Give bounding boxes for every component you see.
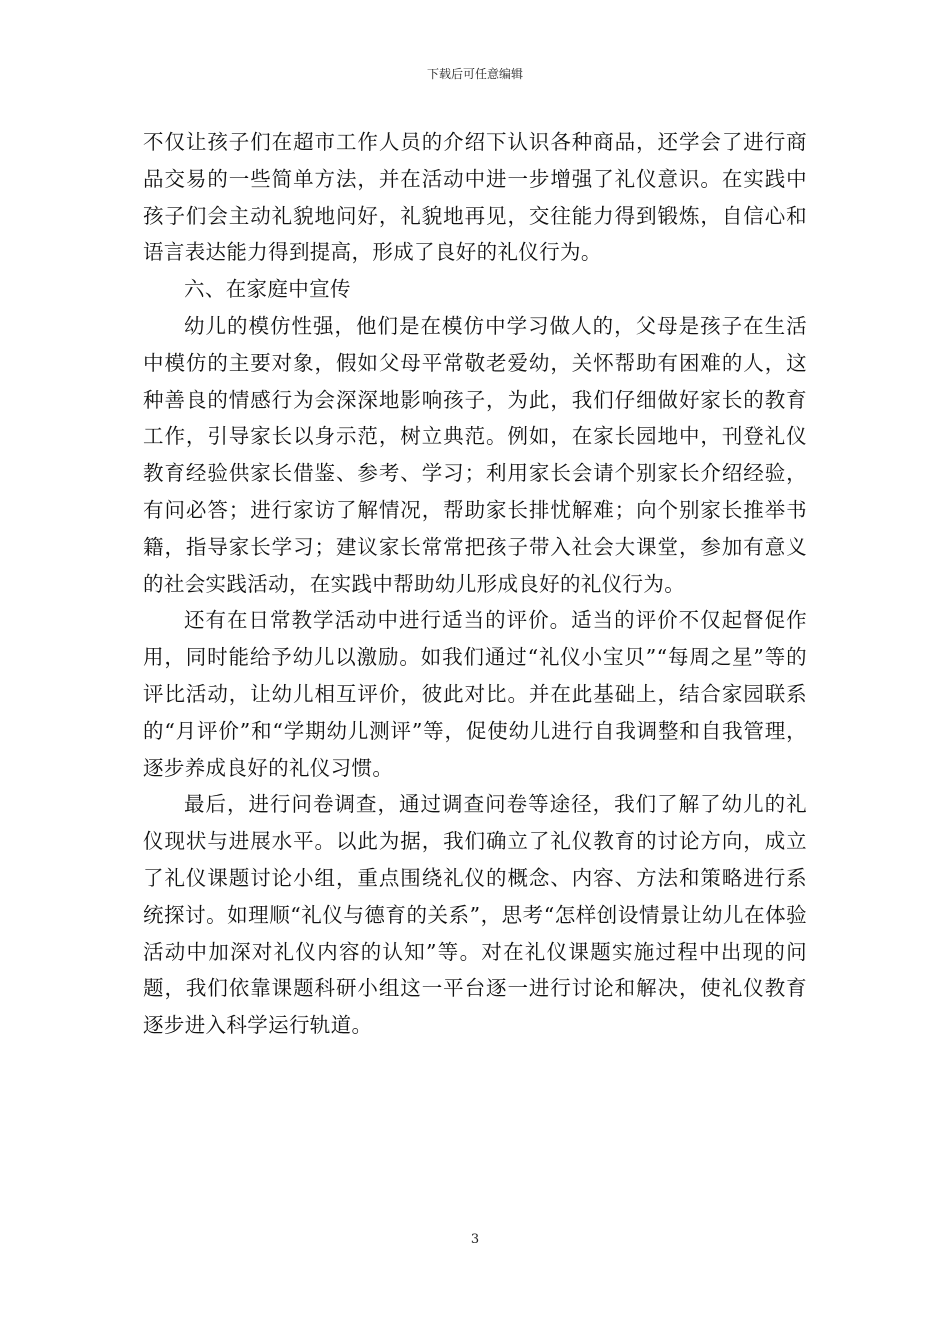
document-body bbox=[143, 124, 807, 1044]
page-number: 3 bbox=[470, 1232, 480, 1247]
paragraph-evaluation: 还有在日常教学活动中进行适当的评价。适当的评价不仅起督促作用，同时能给予幼儿以激励。如我们通过“礼仪小宝贝”“每周之星”等的评比活动，让幼儿相互评价，彼此对比。并在此基础上，结合家园联系的“月评价”和“学期幼儿测评”等，促使幼儿进行自我调整和自我管理，逐步养成良好的礼仪习惯。 bbox=[143, 608, 807, 780]
page-header: 下载后可任意编辑 bbox=[426, 67, 523, 81]
paragraph-survey: 最后，进行问卷调查，通过调查问卷等途径，我们了解了幼儿的礼仪现状与进展水平。以此为据，我们确立了礼仪教育的讨论方向，成立了礼仪课题讨论小组，重点围绕礼仪的概念、内容、方法和策略进行系统探讨。如理顺“礼仪与德育的关系”，思考“怎样创设情景让幼儿在体验活动中加深对礼仪内容的认知”等。对在礼仪课题实施过程中出现的问题，我们依靠课题科研小组这一平台逐一进行讨论和解决，使礼仪教育逐步进入科学运行轨道。 bbox=[143, 792, 807, 1038]
paragraph-family-influence: 幼儿的模仿性强，他们是在模仿中学习做人的，父母是孩子在生活中模仿的主要对象，假如父母平常敬老爱幼，关怀帮助有困难的人，这种善良的情感行为会深深地影响孩子，为此，我们仔细做好家长的教育工作，引导家长以身示范，树立典范。例如，在家长园地中，刊登礼仪教育经验供家长借鉴、参考、学习；利用家长会请个别家长介绍经验，有问必答；进行家访了解情况，帮助家长排忧解难；向个别家长推举书籍，指导家长学习；建议家长常常把孩子带入社会大课堂，参加有意义的社会实践活动，在实践中帮助幼儿形成良好的礼仪行为。 bbox=[143, 313, 807, 596]
paragraph-continuation: 不仅让孩子们在超市工作人员的介绍下认识各种商品，还学会了进行商品交易的一些简单方法，并在活动中进一步增强了礼仪意识。在实践中孩子们会主动礼貌地问好，礼貌地再见，交往能力得到锻炼，自信心和语言表达能力得到提高，形成了良好的礼仪行为。 bbox=[143, 130, 807, 265]
section-heading: 六、在家庭中宣传 bbox=[184, 277, 351, 302]
